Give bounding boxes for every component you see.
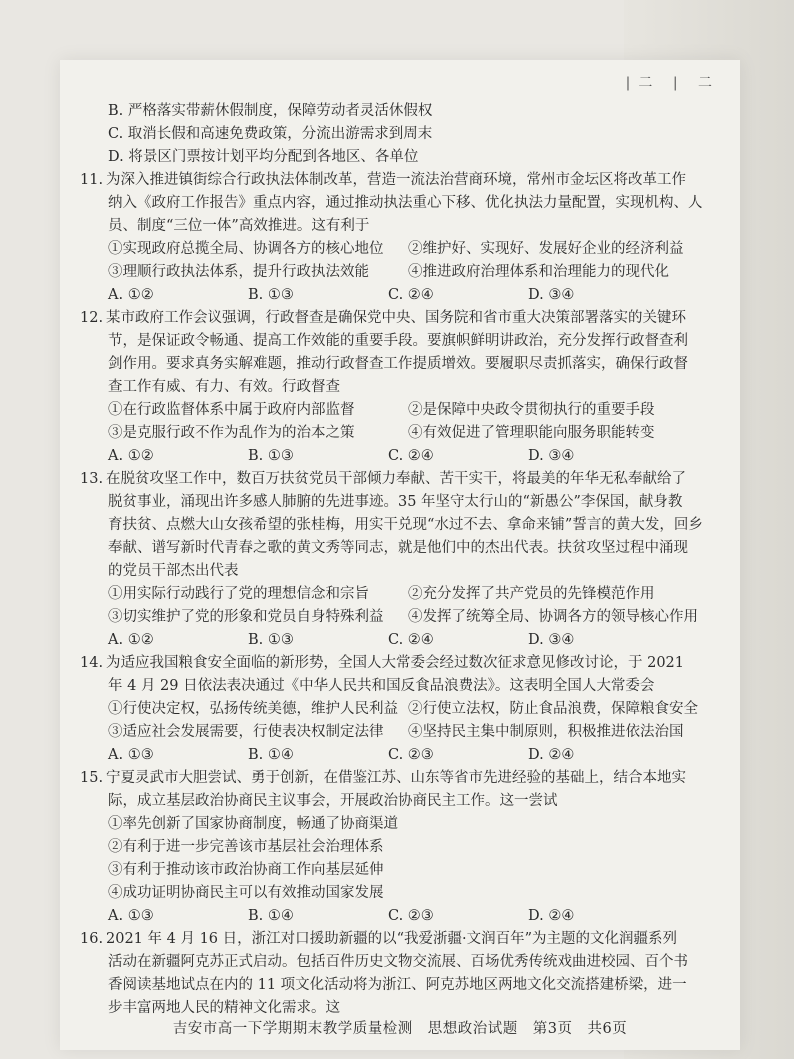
question-stem: 员、制度“三位一体”高效推进。这有利于: [108, 218, 370, 234]
item-2: ②行使立法权，防止食品浪费，保障粮食安全: [408, 701, 698, 717]
item-3: ③是克服行政不作为乱作为的治本之策: [108, 425, 355, 441]
item-4: ④推进政府治理体系和治理能力的现代化: [408, 264, 669, 280]
choice-d: D. ②④: [528, 908, 575, 924]
choice-c: C. ②④: [388, 632, 434, 648]
choice-d: D. ②④: [528, 747, 575, 763]
question-stem: 育扶贫、点燃大山女孩希望的张桂梅，用实干兑现“水过不去、拿命来铺”誓言的黄大发，回乡: [108, 517, 703, 533]
choice-b: B. ①③: [248, 287, 294, 303]
question-12: [80, 307, 720, 468]
choice-b: B. ①③: [248, 448, 294, 464]
question-stem: 宁夏灵武市大胆尝试、勇于创新，在借鉴江苏、山东等省市先进经验的基础上，结合本地实: [106, 770, 686, 786]
item-2: ②维护好、实现好、发展好企业的经济利益: [408, 241, 684, 257]
item-1: ①实现政府总揽全局、协调各方的核心地位: [108, 241, 384, 257]
choice-d: D. ③④: [528, 287, 575, 303]
question-stem: 在脱贫攻坚工作中，数百万扶贫党员干部倾力奉献、苦干实干，将最美的年华无私奉献给了: [106, 471, 686, 487]
question-11: [80, 169, 720, 307]
question-16: [80, 928, 720, 1020]
item-3: ③有利于推动该市政治协商工作向基层延伸: [108, 862, 384, 878]
item-4: ④有效促进了管理职能向服务职能转变: [408, 425, 655, 441]
choice-a: A. ①②: [108, 287, 154, 303]
question-number: 13.: [80, 471, 104, 487]
item-1: ①在行政监督体系中属于政府内部监督: [108, 402, 355, 418]
choice-b: B. ①③: [248, 632, 294, 648]
choice-c: C. ②④: [388, 287, 434, 303]
choice-b: B. ①④: [248, 747, 294, 763]
question-stem: 步丰富两地人民的精神文化需求。这: [108, 1000, 340, 1016]
item-2: ②有利于进一步完善该市基层社会治理体系: [108, 839, 384, 855]
choice-b: B. ①④: [248, 908, 294, 924]
question-stem: 香阅读基地试点在内的 11 项文化活动将为浙江、阿克苏地区两地文化交流搭建桥梁，进一: [108, 977, 687, 993]
item-3: ③理顺行政执法体系，提升行政执法效能: [108, 264, 369, 280]
question-stem: 纳入《政府工作报告》重点内容，通过推动执法重心下移、优化执法力量配置，实现机构、人: [108, 195, 703, 211]
question-number: 14.: [80, 655, 104, 671]
choice-a: A. ①③: [108, 747, 154, 763]
question-number: 16.: [80, 931, 104, 947]
item-2: ②充分发挥了共产党员的先锋模范作用: [408, 586, 655, 602]
choice-d: D. ③④: [528, 632, 575, 648]
item-3: ③切实维护了党的形象和党员自身特殊利益: [108, 609, 384, 625]
question-number: 12.: [80, 310, 104, 326]
choice-a: A. ①②: [108, 448, 154, 464]
question-stem: 某市政府工作会议强调，行政督查是确保党中央、国务院和省市重大决策部署落实的关键环: [106, 310, 686, 326]
question-stem: 际，成立基层政治协商民主议事会，开展政治协商民主工作。这一尝试: [108, 793, 558, 809]
option-d-prev: D. 将景区门票按计划平均分配到各地区、各单位: [108, 149, 419, 165]
item-2: ②是保障中央政令贯彻执行的重要手段: [408, 402, 655, 418]
header-marks: |二 | 二: [625, 75, 720, 91]
option-c-prev: C. 取消长假和高速免费政策，分流出游需求到周末: [108, 126, 433, 142]
exam-page: [60, 60, 740, 1050]
question-stem: 剑作用。要求真务实解难题，推动行政督查工作提质增效。要履职尽责抓落实，确保行政督: [108, 356, 688, 372]
item-4: ④发挥了统筹全局、协调各方的领导核心作用: [408, 609, 698, 625]
choice-c: C. ②③: [388, 908, 434, 924]
question-stem: 为深入推进镇街综合行政执法体制改革，营造一流法治营商环境，常州市金坛区将改革工作: [106, 172, 686, 188]
option-b-prev: B. 严格落实带薪休假制度，保障劳动者灵活休假权: [108, 103, 433, 119]
question-15: [80, 767, 720, 928]
choice-a: A. ①②: [108, 632, 154, 648]
item-3: ③适应社会发展需要，行使表决权制定法律: [108, 724, 384, 740]
choice-c: C. ②④: [388, 448, 434, 464]
page-content: [80, 100, 720, 1020]
question-stem: 查工作有威、有力、有效。行政督查: [108, 379, 340, 395]
question-stem: 节，是保证政令畅通、提高工作效能的重要手段。要旗帜鲜明讲政治，充分发挥行政督查利: [108, 333, 688, 349]
item-4: ④成功证明协商民主可以有效推动国家发展: [108, 885, 384, 901]
page-footer: 吉安市高一下学期期末教学质量检测 思想政治试题 第3页 共6页: [172, 1021, 628, 1037]
question-13: [80, 468, 720, 652]
question-stem: 年 4 月 29 日依法表决通过《中华人民共和国反食品浪费法》。这表明全国人大常委会: [108, 678, 655, 694]
item-1: ①率先创新了国家协商制度，畅通了协商渠道: [108, 816, 398, 832]
question-stem: 2021 年 4 月 16 日，浙江对口援助新疆的以“我爱浙疆·文润百年”为主题的文化润疆系列: [106, 931, 678, 947]
item-4: ④坚持民主集中制原则，积极推进依法治国: [408, 724, 684, 740]
question-stem: 奉献、谱写新时代青春之歌的黄文秀等同志，就是他们中的杰出代表。扶贫攻坚过程中涌现: [108, 540, 688, 556]
choice-d: D. ③④: [528, 448, 575, 464]
choice-c: C. ②③: [388, 747, 434, 763]
question-stem: 为适应我国粮食安全面临的新形势，全国人大常委会经过数次征求意见修改讨论，于 2021: [106, 655, 685, 671]
question-stem: 的党员干部杰出代表: [108, 563, 239, 579]
choice-a: A. ①③: [108, 908, 154, 924]
item-1: ①用实际行动践行了党的理想信念和宗旨: [108, 586, 369, 602]
question-number: 11.: [80, 172, 104, 188]
question-stem: 活动在新疆阿克苏正式启动。包括百件历史文物交流展、百场优秀传统戏曲进校园、百个书: [108, 954, 688, 970]
item-1: ①行使决定权，弘扬传统美德，维护人民利益: [108, 701, 398, 717]
question-number: 15.: [80, 770, 104, 786]
question-stem: 脱贫事业，涌现出许多感人肺腑的先进事迹。35 年坚守太行山的“新愚公”李保国，献身教: [108, 494, 683, 510]
question-14: [80, 652, 720, 767]
